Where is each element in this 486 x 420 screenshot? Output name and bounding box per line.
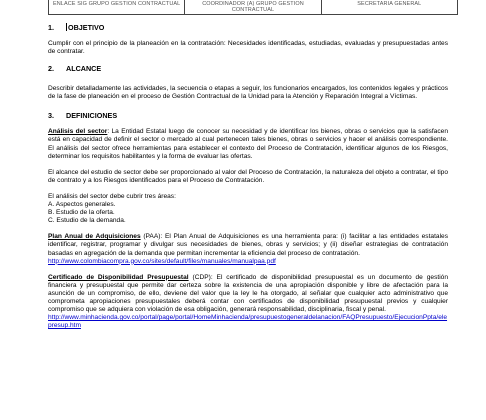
paa-term: Plan Anual de Adquisiciones: [48, 233, 141, 241]
header-cell-secretaria: SECRETARIA GENERAL: [357, 1, 422, 7]
signature-table-footer: [48, 0, 458, 15]
analisis-sector-term: Análisis del sector: [48, 128, 108, 136]
alcance-estudio-paragraph: El alcance del estudio de sector debe ser proporcionado al valor del Proceso de Contratación, la naturaleza del objeto a contratar, el tipo de contrato y a los Riesgos identificados para el Proceso de Contratación.: [48, 168, 448, 184]
cdp-definition: (CDP): El certificado de disponibilidad presupuestal es un documento de gestión financiera y presupuestal que permite dar certeza sobre la existencia de una apropiación disponible y libre de afectación para la asunción de un compromiso, de ello, deviene del valor que la ley le ha otorgado, al señalar que cualquier acto administrativo que comprometa apropiaciones presupuestales deberá contar con certificados de disponibilidad presupuestal previos y cualquier compromiso que se adquiera con violación de esa obligación, generará responsabilidad, disciplinaria, fiscal y penal.: [48, 273, 448, 314]
header-cell-coordinador: COORDINADOR (A) GRUPO GESTION CONTRACTUAL: [185, 0, 321, 14]
alcance-paragraph: Describir detalladamente las actividades, la secuencia o etapas a seguir, los funcionarios encargados, los contenidos legales y prácticos de la fase de planeación en el proceso de Gestión Contractual de la Unidad para la Atención y Reparación Integral a Víctimas.: [48, 85, 448, 101]
objetivo-paragraph: Cumplir con el principio de la planeación en la contratación: Necesidades identificadas, estudiadas, evaluadas y presupuestadas antes de contratar.: [48, 40, 448, 56]
list-item: A. Aspectos generales.: [48, 201, 116, 209]
section-heading-alcance: [48, 64, 448, 73]
section-title: DEFINICIONES: [66, 111, 118, 121]
paa-manual-link[interactable]: http://www.colombiacompra.gov.co/sites/default/files/manuales/manualpaa.pdf: [48, 257, 276, 265]
paa-paragraph: [48, 233, 448, 257]
text-cursor: [66, 23, 67, 31]
list-item: B. Estudio de la oferta.: [48, 209, 115, 217]
paa-definition: (PAA): El Plan Anual de Adquisiciones es una herramienta para: (i) facilitar a las entidades estatales identificar, registrar, programar y divulgar sus necesidades de bienes, obras y servicios; y (ii) diseñar estrategias de contratación basadas en agregación de la demanda que permitan incrementar la eficiencia del proceso de contratación.: [48, 233, 448, 257]
cdp-paragraph: [48, 274, 448, 314]
list-item: C. Estudio de la demanda.: [48, 217, 126, 225]
section-title: OBJETIVO: [68, 23, 105, 32]
section-number: 1.: [48, 23, 54, 32]
section-number: 3.: [48, 111, 54, 121]
header-cell-enlace: ENLACE SIG GRUPO GESTION CONTRACTUAL: [49, 0, 185, 14]
cdp-info-link[interactable]: http://www.minhacienda.gov.co/portal/page/portal/HomeMinhacienda/presupuestogeneraldelanacion/FAQPresupuesto/EjecucionPpta/elepresup.htm: [48, 314, 448, 330]
areas-list: [48, 193, 448, 225]
section-heading-objetivo: [48, 23, 448, 32]
section-title: ALCANCE: [66, 64, 102, 74]
areas-intro: El análisis del sector debe cubrir tres áreas:: [48, 192, 176, 200]
document-body: [48, 20, 448, 330]
section-number: 2.: [48, 64, 54, 74]
analisis-sector-paragraph: [48, 128, 448, 160]
cdp-term: Certificado de Disponibilidad Presupuestal: [48, 273, 189, 281]
analisis-sector-definition: : La Entidad Estatal luego de conocer su necesidad y de identificar los bienes, obras o servicios que la satisfacen está en capacidad de definir el sector o mercado al cual pertenecen tales bienes, obras o servicios y hacer el análisis correspondiente. El análisis del sector ofrece herramientas para establecer el contexto del Proceso de Contratación, identificar algunos de los Riesgos, determinar los requisitos habilitantes y la forma de evaluar las ofertas.: [48, 128, 448, 160]
section-heading-definiciones: [48, 111, 448, 120]
